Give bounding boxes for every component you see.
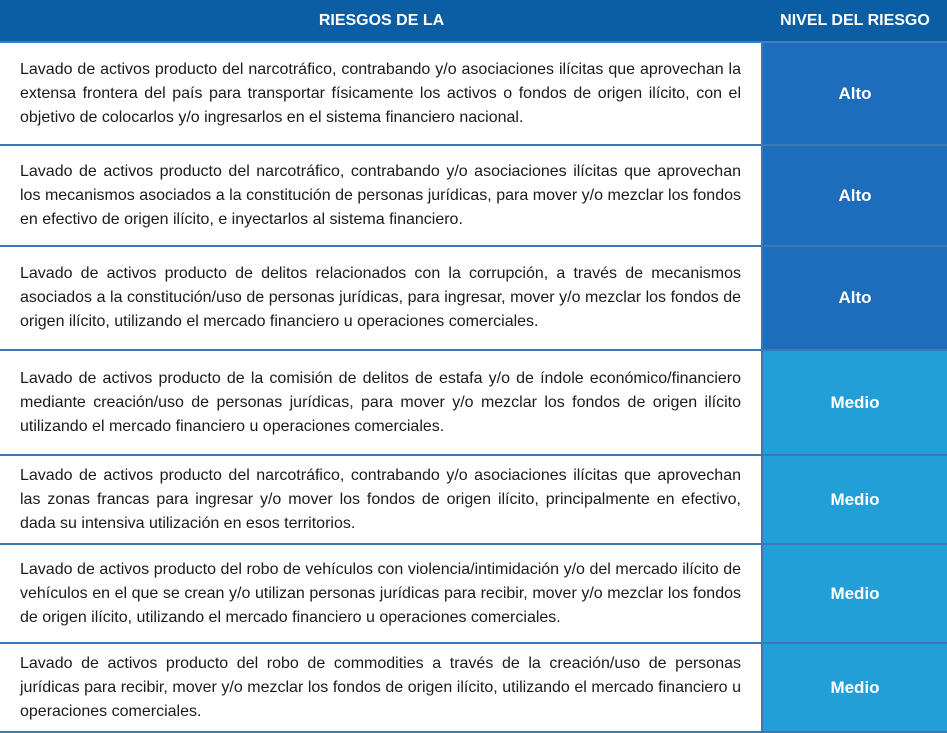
- risk-description-cell: [0, 545, 763, 642]
- risk-level-badge: Medio: [763, 456, 947, 543]
- table-row: [0, 351, 947, 456]
- risk-description-cell: [0, 146, 763, 245]
- risk-description: Lavado de activos producto del narcotráfico, contrabando y/o asociaciones ilícitas que aprovechan las zonas francas para ingresar y/o mover los fondos de origen ilícito, principalmente en efectivo, dada su intensiva utilización en esos territorios.: [20, 466, 741, 532]
- risk-description-cell: [0, 644, 763, 731]
- risk-description-cell: [0, 351, 763, 454]
- risk-level-badge: Medio: [763, 644, 947, 731]
- table-row: [0, 146, 947, 247]
- table-row: [0, 545, 947, 644]
- risk-description: Lavado de activos producto del narcotráfico, contrabando y/o asociaciones ilícitas que aprovechan la extensa frontera del país para transportar físicamente los activos o fondos de origen ilícito, con el objetivo de colocarlos y/o ingresarlos en el sistema financiero nacional.: [20, 60, 741, 126]
- risk-description: Lavado de activos producto del narcotráfico, contrabando y/o asociaciones ilícitas que aprovechan los mecanismos asociados a la constitución de personas jurídicas, para mover y/o mezclar los fondos en efectivo de origen ilícito, e inyectarlos al sistema financiero.: [20, 162, 741, 228]
- risk-level-badge: Medio: [763, 351, 947, 454]
- risk-description-cell: [0, 456, 763, 543]
- table-row: [0, 644, 947, 733]
- risk-description-cell: [0, 43, 763, 144]
- table-row: [0, 456, 947, 545]
- risk-description: Lavado de activos producto del robo de commodities a través de la creación/uso de personas jurídicas para recibir, mover y/o mezclar los fondos de origen ilícito, utilizando el mercado financiero u operaciones comerciales.: [20, 654, 741, 720]
- risk-level-badge: Medio: [763, 545, 947, 642]
- header-risks: RIESGOS DE LA: [318, 11, 445, 29]
- table-row: [0, 43, 947, 146]
- risk-description: Lavado de activos producto de la comisión de delitos de estafa y/o de índole económico/financiero mediante creación/uso de personas jurídicas, para mover y/o mezclar los fondos de origen ilícito utilizando el mercado financiero u operaciones comerciales.: [20, 369, 741, 435]
- risk-level-badge: Alto: [763, 43, 947, 144]
- risk-description-cell: [0, 247, 763, 349]
- risk-level-badge: Alto: [763, 247, 947, 349]
- table-row: [0, 247, 947, 351]
- risk-description: Lavado de activos producto del robo de vehículos con violencia/intimidación y/o del mercado ilícito de vehículos en el que se crean y/o utilizan personas jurídicas para recibir, mover y/o mezclar los fondos de origen ilícito, utilizando el mercado financiero u operaciones comerciales.: [20, 560, 741, 626]
- header-risk-level: NIVEL DEL RIESGO: [780, 11, 930, 29]
- table-header: [0, 0, 947, 43]
- risk-level-badge: Alto: [763, 146, 947, 245]
- risk-description: Lavado de activos producto de delitos relacionados con la corrupción, a través de mecanismos asociados a la constitución/uso de personas jurídicas, para ingresar, mover y/o mezclar los fondos de origen ilícito, utilizando el mercado financiero u operaciones comerciales.: [20, 265, 741, 330]
